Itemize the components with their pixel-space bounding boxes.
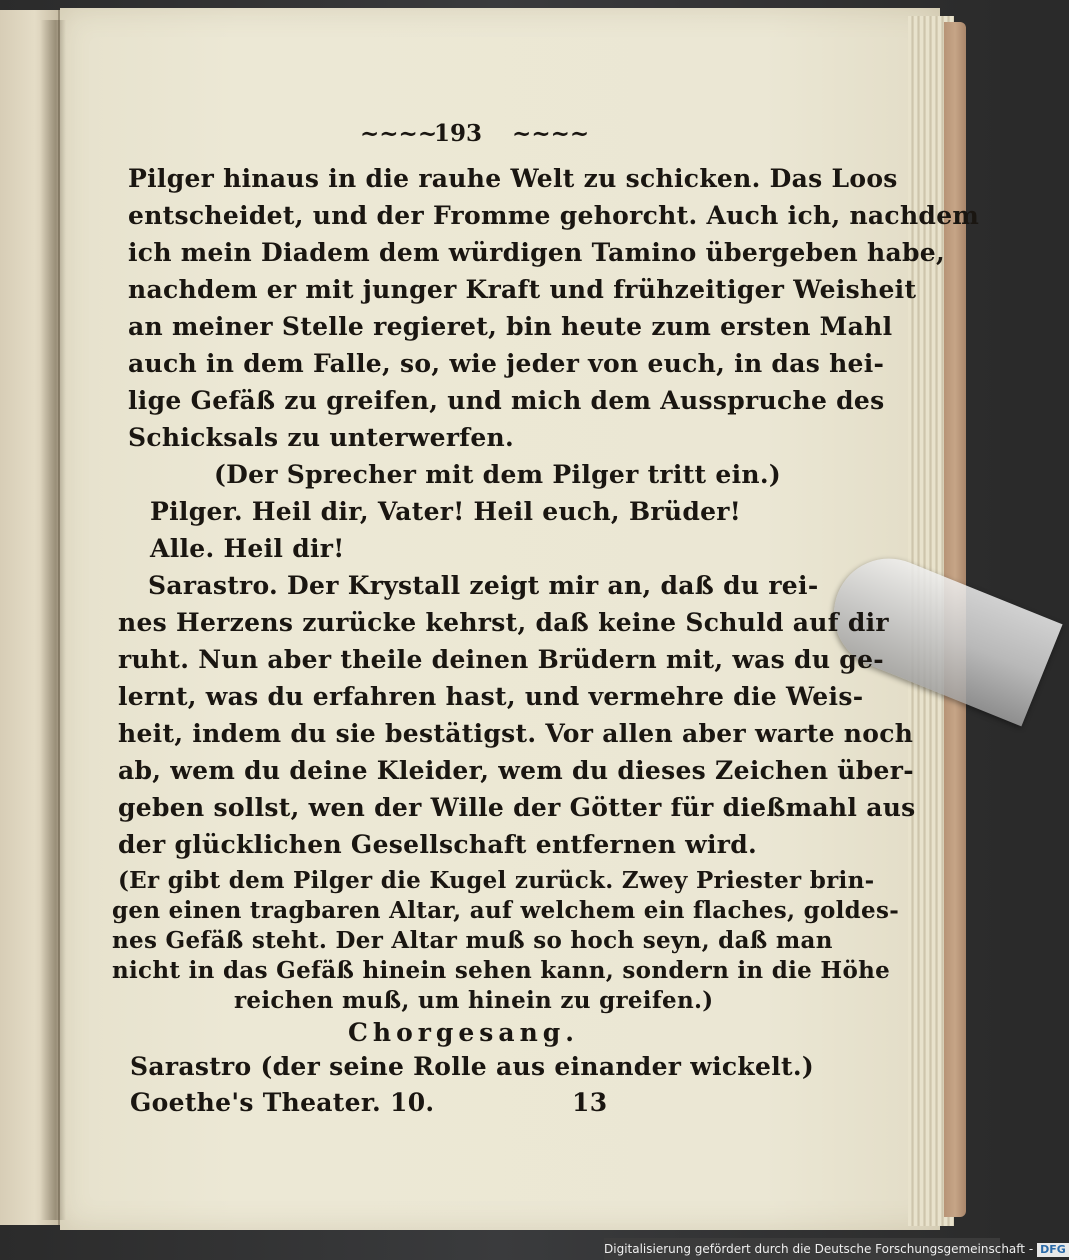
- sheet-number: 13: [572, 1088, 608, 1117]
- stage-direction-line: nicht in das Gefäß hinein sehen kann, sondern in die Höhe: [112, 957, 891, 984]
- text-line: ruht. Nun aber theile deinen Brüdern mit, was du ge-: [118, 645, 884, 674]
- text-line: Schicksals zu unterwerfen.: [128, 423, 515, 452]
- text-line: an meiner Stelle regieret, bin heute zum ersten Mahl: [128, 312, 893, 341]
- text-line: ich mein Diadem dem würdigen Tamino übergeben habe,: [128, 238, 945, 267]
- text-line: entscheidet, und der Fromme gehorcht. Auch ich, nachdem: [128, 201, 980, 230]
- chorgesang-heading: Chorgesang.: [348, 1018, 579, 1047]
- digitization-credit: [604, 1238, 1066, 1260]
- speaker-line-pilger: Pilger. Heil dir, Vater! Heil euch, Brüder!: [150, 497, 742, 526]
- stage-direction-line: gen einen tragbaren Altar, auf welchem ein flaches, goldes-: [112, 897, 900, 924]
- stage-direction-line: (Er gibt dem Pilger die Kugel zurück. Zwey Priester brin-: [118, 867, 875, 894]
- text-line: ab, wem du deine Kleider, wem du dieses Zeichen über-: [118, 756, 914, 785]
- credit-text: Digitalisierung gefördert durch die Deutsche Forschungsgemeinschaft -: [604, 1242, 1034, 1256]
- speaker-line-sarastro: Sarastro. Der Krystall zeigt mir an, daß du rei-: [148, 571, 819, 600]
- text-line: lige Gefäß zu greifen, und mich dem Ausspruche des: [128, 386, 885, 415]
- text-line: auch in dem Falle, so, wie jeder von euch, in das hei-: [128, 349, 885, 378]
- stage-direction-line: reichen muß, um hinein zu greifen.): [234, 987, 714, 1014]
- stage-direction: (Der Sprecher mit dem Pilger tritt ein.): [214, 460, 782, 489]
- stage-direction-line: nes Gefäß steht. Der Altar muß so hoch seyn, daß man: [112, 927, 833, 954]
- text-line: heit, indem du sie bestätigst. Vor allen aber warte noch: [118, 719, 914, 748]
- text-line: nes Herzens zurücke kehrst, daß keine Schuld auf dir: [118, 608, 889, 637]
- page-number: 193: [434, 120, 483, 147]
- dfg-logo-icon: DFG: [1037, 1243, 1069, 1257]
- text-line: nachdem er mit junger Kraft und frühzeitiger Weisheit: [128, 275, 917, 304]
- text-line: Pilger hinaus in die rauhe Welt zu schicken. Das Loos: [128, 164, 898, 193]
- running-header: [360, 120, 590, 147]
- text-line: der glücklichen Gesellschaft entfernen wird.: [118, 830, 758, 859]
- ornament-left-icon: ~~~~: [360, 120, 438, 147]
- speaker-line-sarastro-2: Sarastro (der seine Rolle aus einander wickelt.): [130, 1052, 815, 1081]
- text-line: lernt, was du erfahren hast, und vermehre die Weis-: [118, 682, 864, 711]
- text-line: geben sollst, wen der Wille der Götter für dießmahl aus: [118, 793, 916, 822]
- signature-mark: Goethe's Theater. 10.: [130, 1088, 435, 1117]
- ornament-right-icon: ~~~~: [512, 120, 590, 147]
- speaker-line-alle: Alle. Heil dir!: [150, 534, 345, 563]
